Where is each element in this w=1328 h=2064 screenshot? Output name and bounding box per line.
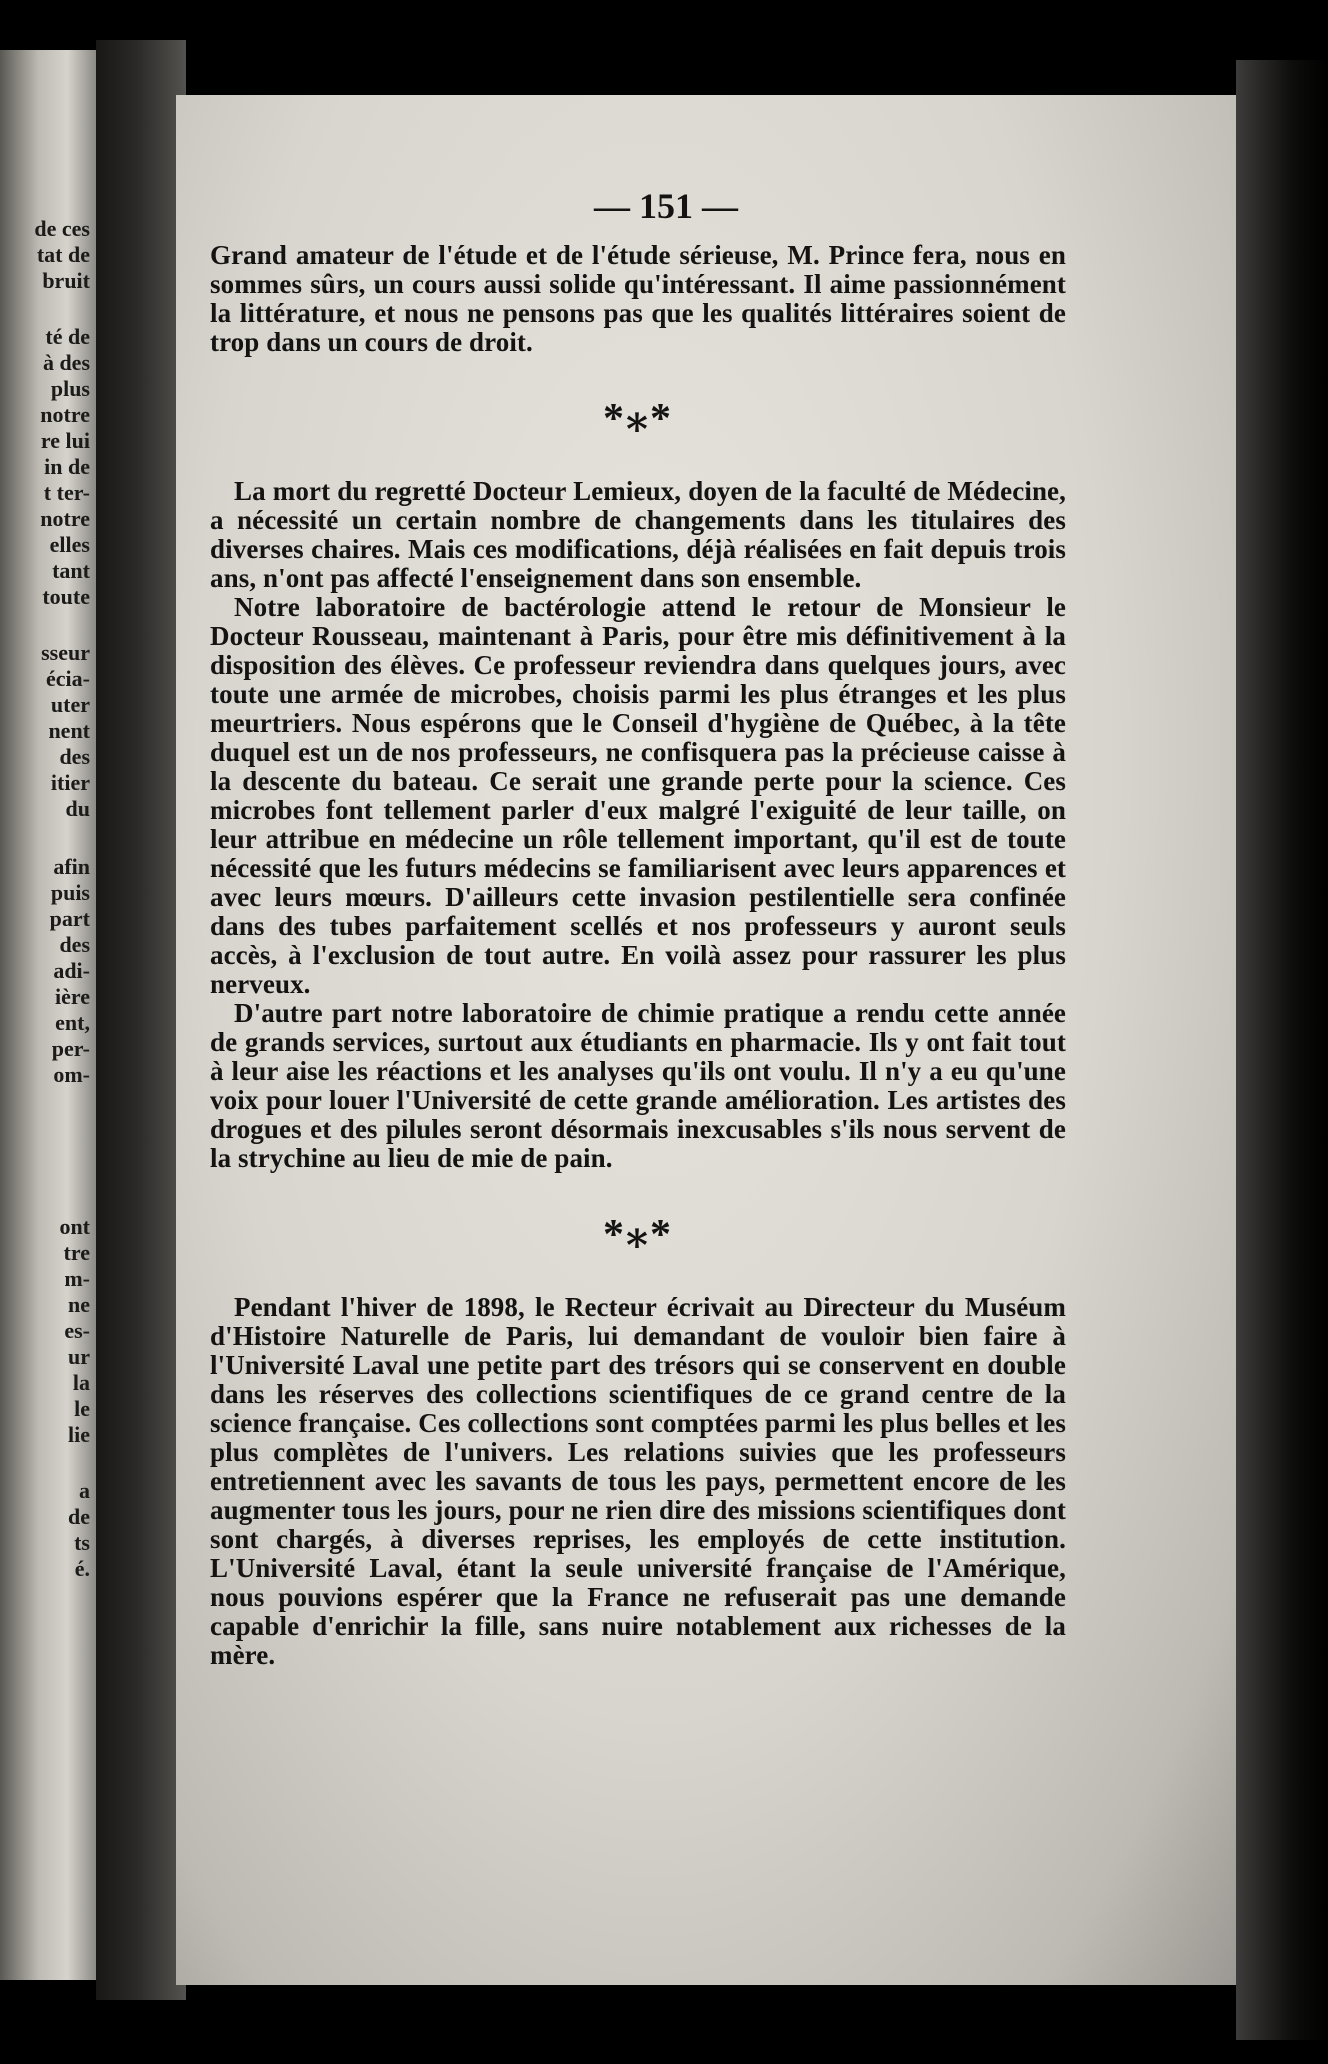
left-page-line: ent, bbox=[55, 1010, 90, 1035]
left-page-line: é. bbox=[74, 1556, 90, 1581]
paragraph: La mort du regretté Docteur Lemieux, doyen de la faculté de Médecine, a nécessité un certain nombre de changements dans les titulaires des diverses chaires. Mais ces modifications, déjà réalisées en fait depuis trois ans, n'ont pas affecté l'enseignement dans son ensemble. bbox=[210, 476, 1066, 593]
left-page-line: uter bbox=[50, 692, 90, 717]
left-page-line: nent bbox=[48, 718, 90, 743]
left-page-line: ts bbox=[74, 1530, 90, 1555]
left-page-line: de bbox=[68, 1504, 90, 1529]
left-page-line: a bbox=[79, 1478, 90, 1503]
left-page-line: om- bbox=[53, 1062, 90, 1087]
book-page bbox=[176, 95, 1236, 1985]
paragraph: Pendant l'hiver de 1898, le Recteur écrivait au Directeur du Muséum d'Histoire Naturelle de Paris, lui demandant de vouloir bien faire à l'Université Laval une petite part des trésors qui se conservent en double dans les réserves des collections scientifiques de ce grand centre de la science française. Ces collections sont comptées parmi les plus belles et les plus complètes de l'univers. Les relations suivies que les professeurs entretiennent avec les savants de tous les pays, permettent encore de les augmenter tous les jours, pour ne rien dire des missions scientifiques dont sont chargés, à diverses reprises, les employés de cette institution. L'Université Laval, étant la seule université française de l'Amérique, nous pouvions espérer que la France ne refuserait pas une demande capable d'enrichir la fille, sans nuire notablement aux richesses de la mère. bbox=[210, 1292, 1066, 1670]
left-page-line: lie bbox=[68, 1422, 90, 1447]
left-page-line: toute bbox=[42, 584, 90, 609]
left-page-line: m- bbox=[64, 1266, 90, 1291]
left-page-line: té de bbox=[45, 324, 90, 349]
left-page-line: itier bbox=[50, 770, 90, 795]
left-page-line: le bbox=[74, 1396, 90, 1421]
left-page-line: tre bbox=[63, 1240, 90, 1265]
left-page-line: notre bbox=[40, 506, 90, 531]
paragraph: D'autre part notre laboratoire de chimie pratique a rendu cette année de grands services, surtout aux étudiants en pharmacie. Ils y ont fait tout à leur aise les réactions et les analyses qu'ils ont voulu. Il n'y a eu qu'une voix pour louer l'Université de cette grande amélioration. Les artistes des drogues et des pilules seront désormais inexcusables s'ils nous servent de la strychine au lieu de mie de pain. bbox=[210, 998, 1066, 1173]
left-page-line: in de bbox=[44, 454, 90, 479]
left-page-line: sseur bbox=[41, 640, 90, 665]
left-page-line: ne bbox=[68, 1292, 90, 1317]
left-page-line: plus bbox=[50, 376, 90, 401]
section-separator: *⁎* bbox=[603, 396, 673, 442]
left-page-line: part bbox=[49, 906, 90, 931]
left-page-line: ière bbox=[54, 984, 90, 1009]
left-page-line: notre bbox=[40, 402, 90, 427]
book-gutter bbox=[96, 40, 186, 2000]
left-page-line: elles bbox=[49, 532, 90, 557]
left-page-line: écia- bbox=[46, 666, 90, 691]
left-page-line: re lui bbox=[40, 428, 90, 453]
left-page-line: adi- bbox=[53, 958, 90, 983]
page-number: — 151 — bbox=[594, 186, 738, 226]
left-page-line: afin bbox=[53, 854, 90, 879]
left-page-line: per- bbox=[51, 1036, 90, 1061]
left-page-line: du bbox=[65, 796, 90, 821]
left-page-line: de ces bbox=[34, 216, 90, 241]
left-page-line: des bbox=[59, 744, 90, 769]
left-page-line: ur bbox=[68, 1344, 90, 1369]
left-page-line: ont bbox=[59, 1214, 90, 1239]
left-page-line: bruit bbox=[42, 268, 90, 293]
left-page-line: à des bbox=[42, 350, 90, 375]
previous-page-fragment bbox=[0, 50, 96, 1980]
left-page-line: es- bbox=[64, 1318, 90, 1343]
paragraph: Grand amateur de l'étude et de l'étude sérieuse, M. Prince fera, nous en sommes sûrs, un cours aussi solide qu'intéressant. Il aime passionnément la littérature, et nous ne pensons pas que les qualités littéraires soient de trop dans un cours de droit. bbox=[210, 240, 1066, 357]
left-page-line: tat de bbox=[36, 242, 90, 267]
left-page-line: puis bbox=[50, 880, 90, 905]
left-page-line: tant bbox=[52, 558, 90, 583]
page-text-block bbox=[210, 185, 1066, 1670]
paragraph: Notre laboratoire de bactérologie attend le retour de Monsieur le Docteur Rousseau, maintenant à Paris, pour être mis définitivement à la disposition des élèves. Ce professeur reviendra dans quelques jours, avec toute une armée de microbes, choisis parmi les plus étranges et les plus meurtriers. Nous espérons que le Conseil d'hygiène de Québec, à la tête duquel est un de nos professeurs, ne confisquera pas la précieuse caisse à la descente du bateau. Ce serait une grande perte pour la science. Ces microbes font tellement parler d'eux malgré l'exiguité de leur taille, on leur attribue en médecine un rôle tellement important, qu'il est de toute nécessité que les futurs médecins se familiarisent avec leurs apparences et avec leurs mœurs. D'ailleurs cette invasion pestilentielle sera confinée dans des tubes parfaitement scellés et nos professeurs y auront seuls accès, à l'exclusion de tout autre. En voilà assez pour rassurer les plus nerveux. bbox=[210, 592, 1066, 999]
left-page-line: des bbox=[59, 932, 90, 957]
left-page-line: la bbox=[72, 1370, 90, 1395]
scan-edge-shadow bbox=[1236, 60, 1328, 2040]
left-page-line: t ter- bbox=[43, 480, 90, 505]
section-separator: *⁎* bbox=[603, 1212, 673, 1258]
